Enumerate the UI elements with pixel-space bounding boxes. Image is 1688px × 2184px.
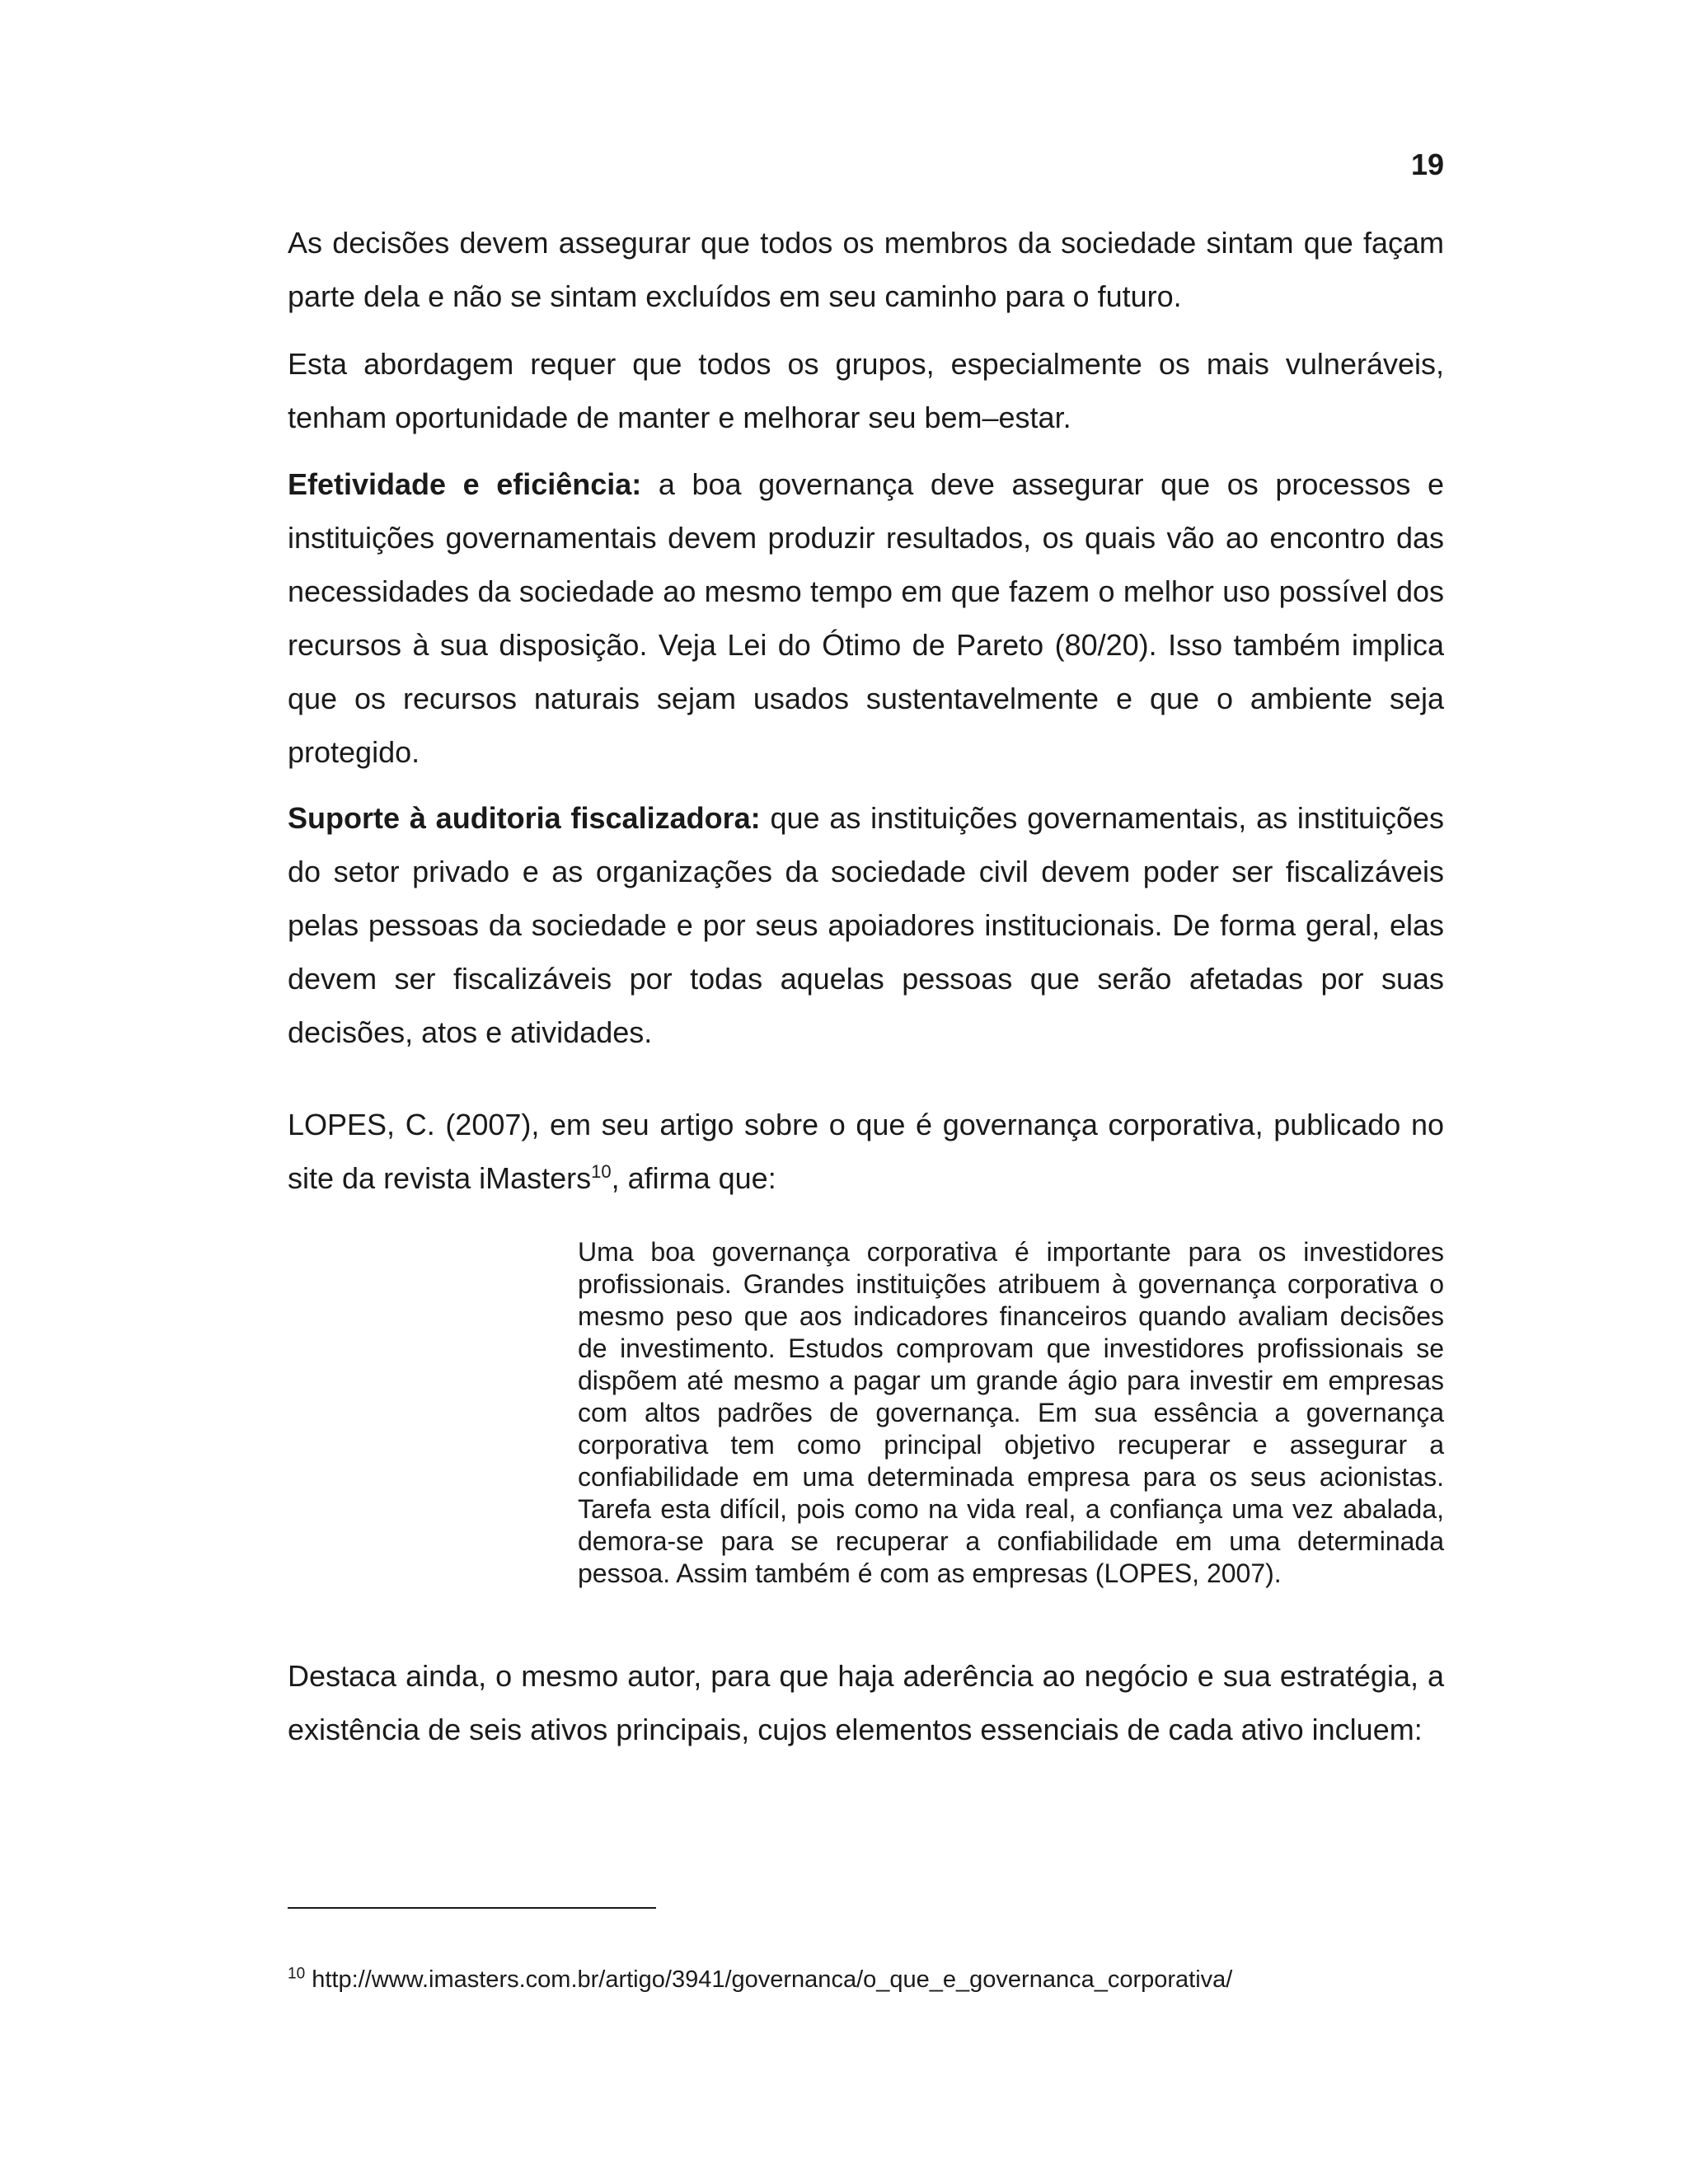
paragraph-audit-support — [288, 791, 1444, 1059]
footnote-url: http://www.imasters.com.br/artigo/3941/governanca/o_que_e_governanca_corporativa/ — [305, 1966, 1233, 1993]
paragraph-six-assets: Destaca ainda, o mesmo autor, para que haja aderência ao negócio e sua estratégia, a existência de seis ativos principais, cujos elementos essenciais de cada ativo incluem: — [288, 1659, 1444, 1746]
footnote — [288, 1959, 1444, 2000]
paragraph-effectiveness-text: a boa governança deve assegurar que os processos e instituições governamentais devem produzir resultados, os quais vão ao encontro das necessidades da sociedade ao mesmo tempo em que fazem o melhor uso possível dos recursos à sua disposição. Veja Lei do Ótimo de Pareto (80/20). Isso também implica que os recursos naturais sejam usados sustentavelmente e que o ambiente seja protegido. — [288, 467, 1444, 769]
citation-text-end: , afirma que: — [611, 1161, 776, 1195]
paragraph-effectiveness — [288, 457, 1444, 779]
paragraph-vulnerable-groups: Esta abordagem requer que todos os grupos, especialmente os mais vulneráveis, tenham oportunidade de manter e melhorar seu bem–estar. — [288, 347, 1444, 434]
paragraph-lopes-citation — [288, 1098, 1444, 1205]
footnote-separator — [288, 1907, 656, 1909]
citation-text: LOPES, C. (2007), em seu artigo sobre o que é governança corporativa, publicado no site da revista iMasters — [288, 1108, 1444, 1195]
paragraph-audit-support-text: que as instituições governamentais, as instituições do setor privado e as organizações da sociedade civil devem poder ser fiscalizáveis pelas pessoas da sociedade e por seus apoiadores institucionais. De forma geral, elas devem ser fiscalizáveis por todas aquelas pessoas que serão afetadas por suas decisões, atos e atividades. — [288, 801, 1445, 1049]
footnote-number: 10 — [288, 1965, 306, 1983]
footnote-reference: 10 — [591, 1161, 612, 1182]
block-quote: Uma boa governança corporativa é importante para os investidores profissionais. Grandes instituições atribuem à governança corporativa o mesmo peso que aos indicadores financeiros quando avaliam decisões de investimento. Estudos comprovam que investidores profissionais se dispõem até mesmo a pagar um grande ágio para investir em empresas com altos padrões de governança. Em sua essência a governança corporativa tem como principal objetivo recuperar e assegurar a confiabilidade em uma determinada empresa para os seus acionistas. Tarefa esta difícil, pois como na vida real, a confiança uma vez abalada, demora-se para se recuperar a confiabilidade em uma determinada pessoa. Assim também é com as empresas (LOPES, 2007). — [578, 1237, 1444, 1588]
paragraph-effectiveness-heading: Efetividade e eficiência: — [288, 467, 642, 501]
paragraph-inclusion: As decisões devem assegurar que todos os membros da sociedade sintam que façam parte dela e não se sintam excluídos em seu caminho para o futuro. — [288, 226, 1444, 313]
paragraph-audit-support-heading: Suporte à auditoria fiscalizadora: — [288, 801, 761, 835]
page-number: 19 — [1410, 148, 1444, 181]
